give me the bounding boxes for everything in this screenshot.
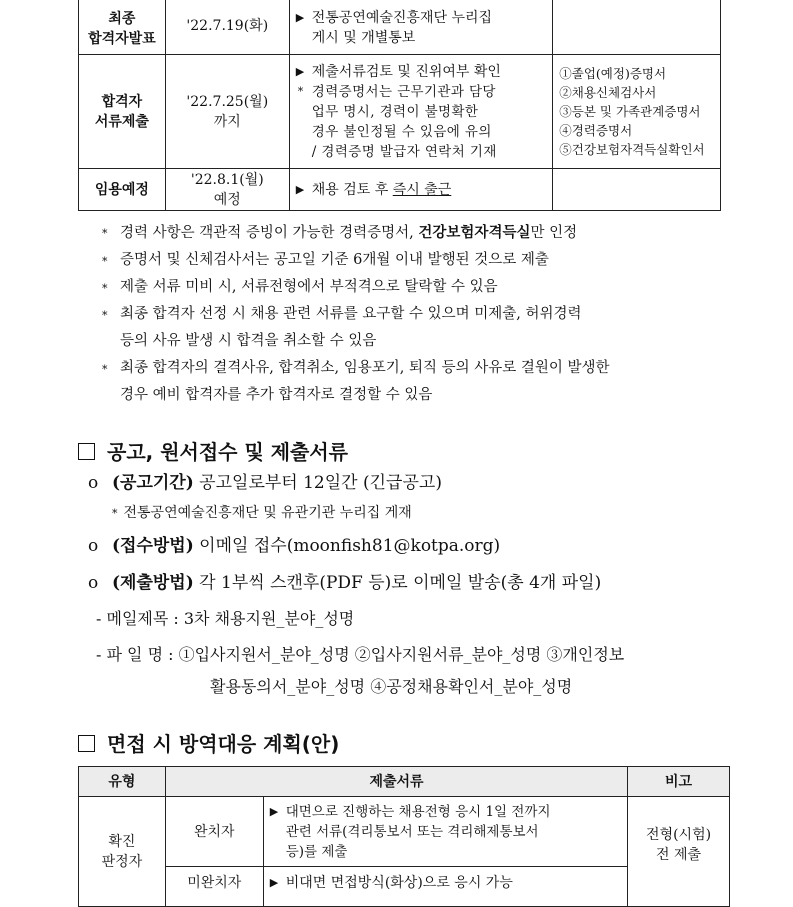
- date-cell: '22.8.1(월) 예정: [165, 169, 289, 211]
- asterisk-icon: *: [102, 282, 108, 295]
- asterisk-icon: *: [102, 227, 108, 240]
- list-item-continuation: 경우 예비 합격자를 추가 합격자로 결정할 수 있음: [120, 387, 433, 403]
- asterisk-icon: *: [102, 255, 108, 268]
- checkbox-square-icon: [78, 735, 95, 752]
- docs-cell: [553, 169, 721, 211]
- file-name-line: - 파 일 명 : ①입사지원서_분야_성명 ②입사지원서류_분야_성명 ③개인정보: [96, 645, 625, 664]
- list-item: * 최종 합격자 선정 시 채용 관련 서류를 요구할 수 있으며 미제출, 허위경력: [80, 301, 793, 328]
- remark-cell: 전형(시험) 전 제출: [628, 797, 730, 907]
- list-item: * 제출 서류 미비 시, 서류전형에서 부적격으로 탈락할 수 있음: [80, 274, 793, 301]
- document-cell: ▶ 비대면 면접방식(화상)으로 응시 가능: [263, 867, 627, 907]
- table-row: [79, 0, 721, 55]
- asterisk-icon: *: [297, 84, 304, 98]
- table-row: [79, 169, 721, 211]
- section-title: 공고, 원서접수 및 제출서류: [78, 436, 348, 465]
- asterisk-icon: *: [112, 507, 118, 520]
- date-cell: '22.7.19(화): [165, 0, 289, 55]
- type-cell: 확진 판정자: [79, 797, 166, 907]
- list-item: * 경력 사항은 객관적 증빙이 가능한 경력증명서, 건강보험자격득실만 인정: [80, 219, 793, 247]
- mail-title-line: - 메일제목 : 3차 채용지원_분야_성명: [96, 609, 355, 628]
- list-item: * 최종 합격자의 결격사유, 합격취소, 임용포기, 퇴직 등의 사유로 결원이 발생한: [80, 355, 793, 382]
- detail-cell: ▶ 제출서류검토 및 진위여부 확인 * 경력증명서는 근무기관과 담당 업무 명시, 경력이 불명확한 경우 불인정될 수 있음에 유의 / 경력증명 발급자 연락처 기재: [289, 55, 553, 169]
- triangle-bullet-icon: ▶: [269, 876, 279, 889]
- list-item: * 증명서 및 신체검사서는 공고일 기준 6개월 이내 발행된 것으로 제출: [80, 247, 793, 274]
- date-cell: '22.7.25(월) 까지: [165, 55, 289, 169]
- detail-cell: ▶ 채용 검토 후 즉시 출근: [289, 169, 553, 211]
- table-header-row: [79, 767, 730, 797]
- section-title: 면접 시 방역대응 계획(안): [78, 728, 339, 757]
- quarantine-table: [78, 766, 730, 907]
- stage-cell: 최종 합격자발표: [79, 0, 166, 55]
- triangle-bullet-icon: ▶: [295, 182, 305, 196]
- column-header: 비고: [628, 767, 730, 797]
- receipt-method-line: o (접수방법) 이메일 접수(moonfish81@kotpa.org): [88, 536, 501, 556]
- schedule-table: [78, 0, 721, 211]
- subtype-cell: 완치자: [165, 797, 263, 867]
- triangle-bullet-icon: ▶: [295, 10, 305, 24]
- docs-cell: [553, 0, 721, 55]
- docs-cell: ①졸업(예정)증명서 ②채용신체검사서 ③등본 및 가족관계증명서 ④경력증명서 ⑤건강보험자격득실확인서: [553, 55, 721, 169]
- subtype-cell: 미완치자: [165, 867, 263, 907]
- document-cell: ▶ 대면으로 진행하는 채용전형 응시 1일 전까지 관련 서류(격리통보서 또는 격리해제통보서 등)를 제출: [263, 797, 627, 867]
- announce-sub-note: * 전통공연예술진흥재단 및 유관기관 누리집 게재: [112, 505, 412, 521]
- table-row: [79, 797, 730, 867]
- asterisk-icon: *: [102, 363, 108, 376]
- file-name-line-continuation: 활용동의서_분야_성명 ④공정채용확인서_분야_성명: [210, 677, 573, 696]
- submission-method-line: o (제출방법) 각 1부씩 스캔후(PDF 등)로 이메일 발송(총 4개 파일): [88, 573, 602, 593]
- column-header: 제출서류: [165, 767, 627, 797]
- table-row: [79, 55, 721, 169]
- column-header: 유형: [79, 767, 166, 797]
- triangle-bullet-icon: ▶: [295, 64, 305, 78]
- detail-cell: ▶ 전통공연예술진흥재단 누리집 게시 및 개별통보: [289, 0, 553, 55]
- stage-cell: 임용예정: [79, 169, 166, 211]
- checkbox-square-icon: [78, 443, 95, 460]
- asterisk-icon: *: [102, 309, 108, 322]
- announce-period-line: o (공고기간) 공고일로부터 12일간 (긴급공고): [88, 473, 442, 493]
- stage-cell: 합격자 서류제출: [79, 55, 166, 169]
- notes-list: [80, 219, 793, 409]
- list-item-continuation: 등의 사유 발생 시 합격을 취소할 수 있음: [120, 333, 377, 349]
- triangle-bullet-icon: ▶: [269, 804, 279, 818]
